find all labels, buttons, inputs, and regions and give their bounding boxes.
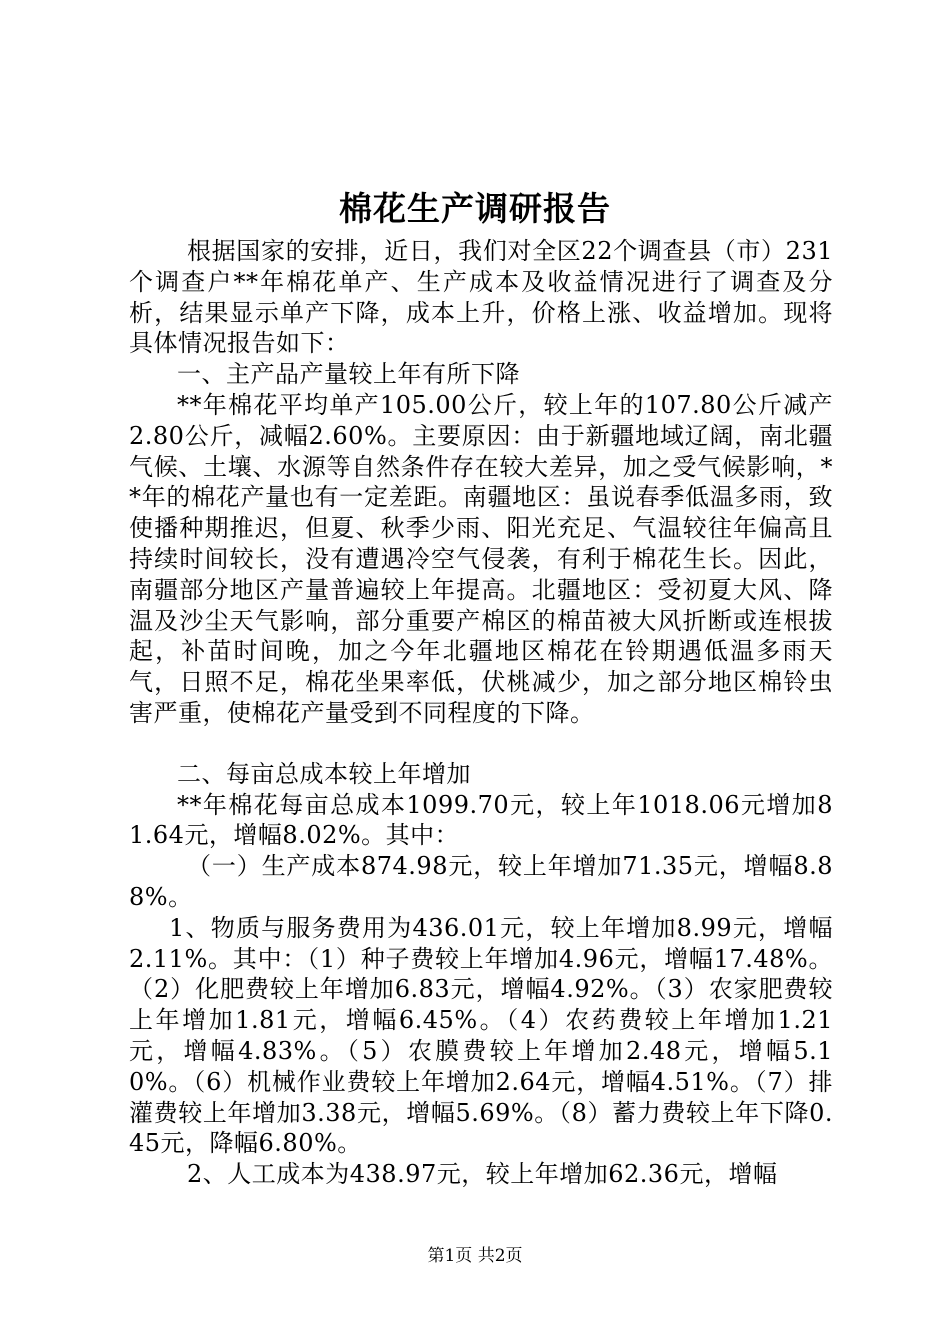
total-cost-paragraph: **年棉花每亩总成本1099.70元，较上年1018.06元增加81.64元，增幅8.02%。其中： xyxy=(129,790,833,850)
material-service-paragraph: 1、物质与服务费用为436.01元，较上年增加8.99元，增幅2.11%。其中：（1）种子费较上年增加4.96元，增幅17.48%。（2）化肥费较上年增加6.83元，增幅4.92%。（3）农家肥费较上年增加1.81元，增幅6.45%。（4）农药费较上年增加1.21元，增幅4.83%。（5）农膜费较上年增加2.48元，增幅5.10%。（6）机械作业费较上年增加2.64元，增幅4.51%。（7）排灌费较上年增加3.38元，增幅5.69%。（8）蓄力费较上年下降0.45元，降幅6.80%。 xyxy=(129,913,833,1158)
section-heading-2: 二、每亩总成本较上年增加 xyxy=(177,759,471,788)
yield-paragraph: **年棉花平均单产105.00公斤，较上年的107.80公斤减产2.80公斤，减幅2.60%。主要原因：由于新疆地域辽阔，南北疆气候、土壤、水源等自然条件存在较大差异，加之受气候影响，**年的棉花产量也有一定差距。南疆地区：虽说春季低温多雨，致使播种期推迟，但夏、秋季少雨、阳光充足、气温较往年偏高且持续时间较长，没有遭遇冷空气侵袭，有利于棉花生长。因此，南疆部分地区产量普遍较上年提高。北疆地区：受初夏大风、降温及沙尘天气影响，部分重要产棉区的棉苗被大风折断或连根拔起，补苗时间晚，加之今年北疆地区棉花在铃期遇低温多雨天气，日照不足，棉花坐果率低，伏桃减少，加之部分地区棉铃虫害严重，使棉花产量受到不同程度的下降。 xyxy=(129,390,833,727)
paragraph-gap xyxy=(129,729,833,759)
intro-paragraph: 根据国家的安排，近日，我们对全区22个调查县（市）231个调查户**年棉花单产、生产成本及收益情况进行了调查及分析，结果显示单产下降，成本上升，价格上涨、收益增加。现将具体情况报告如下： xyxy=(129,237,833,358)
labor-cost-paragraph: 2、人工成本为438.97元，较上年增加62.36元，增幅 xyxy=(187,1160,778,1189)
document-title: 棉花生产调研报告 xyxy=(339,189,611,228)
page-footer: 第1页 共2页 xyxy=(427,1246,523,1266)
document-body xyxy=(129,236,833,1190)
production-cost-paragraph: （一）生产成本874.98元，较上年增加71.35元，增幅8.88%。 xyxy=(129,852,833,911)
section-heading-1: 一、主产品产量较上年有所下降 xyxy=(177,360,520,389)
